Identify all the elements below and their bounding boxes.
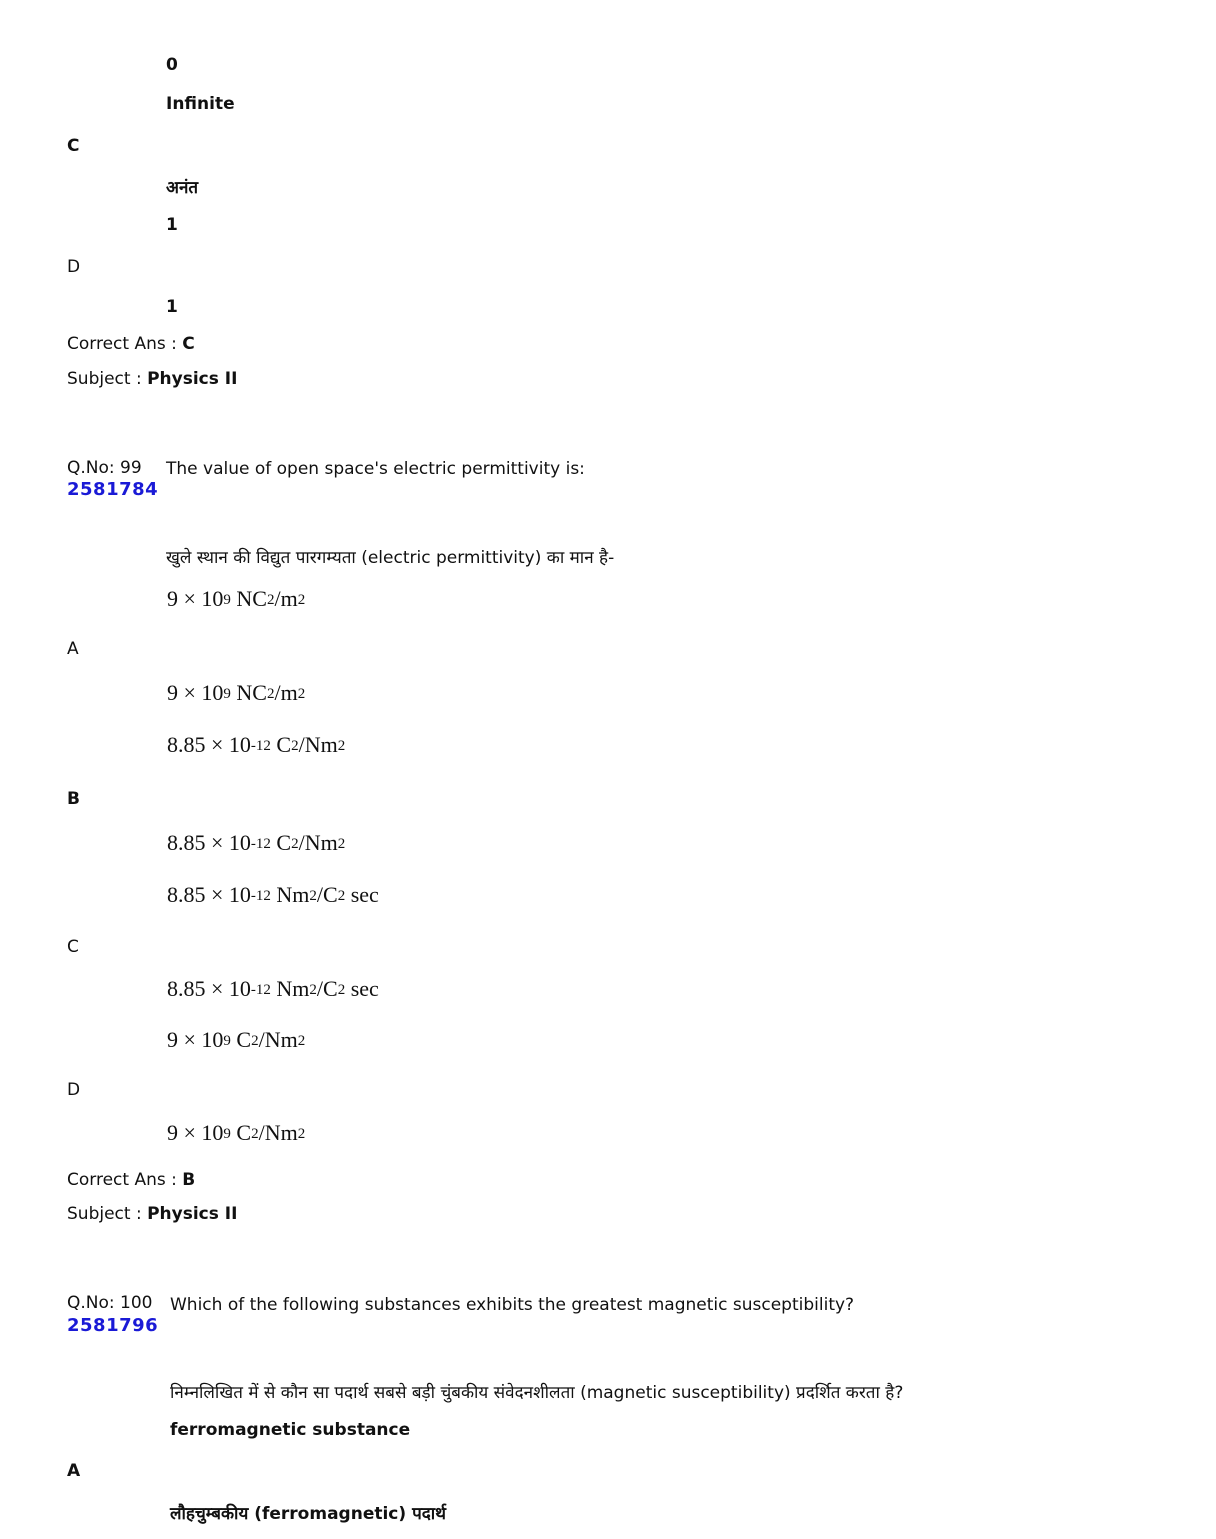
subject-value: Physics II	[147, 369, 238, 389]
option-label: C	[67, 937, 79, 957]
option-text: 0	[166, 55, 178, 75]
option-label: B	[67, 789, 80, 809]
correct-answer-value: C	[182, 334, 195, 354]
option-text: 1	[166, 215, 178, 235]
option-text-hindi: अनंत	[166, 178, 199, 198]
option-formula-hindi: $9 \times 10^9$ $NC^2/m^2$	[167, 680, 306, 705]
option-formula: $9 \times 10^9$ $C^2/Nm^2$	[167, 1027, 306, 1052]
correct-answer-value: B	[182, 1170, 196, 1190]
option-text: ferromagnetic substance	[170, 1420, 411, 1440]
option-formula-hindi: $8.85 \times 10^{-12}$ $C^2/Nm^2$	[167, 830, 346, 855]
question-text-hindi: खुले स्थान की विद्युत पारगम्यता (electric permittivity) का मान है-	[166, 548, 615, 568]
subject	[67, 1204, 237, 1224]
option-label: C	[67, 136, 80, 156]
option-formula: $8.85 \times 10^{-12}$ $C^2/Nm^2$	[167, 732, 346, 757]
question-id: 2581784	[67, 479, 159, 500]
option-formula: $9 \times 10^9$ $NC^2/m^2$	[167, 586, 306, 611]
question-number: Q.No: 99	[67, 458, 142, 478]
correct-answer-label: Correct Ans :	[67, 1170, 177, 1190]
correct-answer-label: Correct Ans :	[67, 334, 177, 354]
subject-label: Subject :	[67, 1204, 142, 1224]
subject-value: Physics II	[147, 1204, 238, 1224]
option-label: A	[67, 1461, 81, 1481]
option-formula-hindi: $8.85 \times 10^{-12}$ $Nm^2/C^2$ sec	[167, 976, 379, 1001]
correct-answer	[67, 1170, 195, 1190]
option-label: D	[67, 257, 81, 277]
subject-label: Subject :	[67, 369, 142, 389]
question-text: Which of the following substances exhibits the greatest magnetic susceptibility?	[170, 1295, 855, 1315]
question-number: Q.No: 100	[67, 1293, 153, 1313]
subject	[67, 369, 237, 389]
correct-answer	[67, 334, 195, 354]
question-text-hindi: निम्नलिखित में से कौन सा पदार्थ सबसे बड़ी चुंबकीय संवेदनशीलता (magnetic susceptibility) प्रदर्शित करता है?	[170, 1383, 904, 1403]
option-label: A	[67, 639, 79, 659]
option-formula: $8.85 \times 10^{-12}$ $Nm^2/C^2$ sec	[167, 882, 379, 907]
question-id: 2581796	[67, 1315, 159, 1336]
question-text: The value of open space's electric permittivity is:	[166, 459, 585, 479]
option-text-hindi: 1	[166, 297, 178, 317]
option-text: Infinite	[166, 94, 235, 114]
option-text-hindi: लौहचुम्बकीय (ferromagnetic) पदार्थ	[170, 1504, 447, 1524]
option-formula-hindi: $9 \times 10^9$ $C^2/Nm^2$	[167, 1120, 306, 1145]
option-label: D	[67, 1080, 81, 1100]
